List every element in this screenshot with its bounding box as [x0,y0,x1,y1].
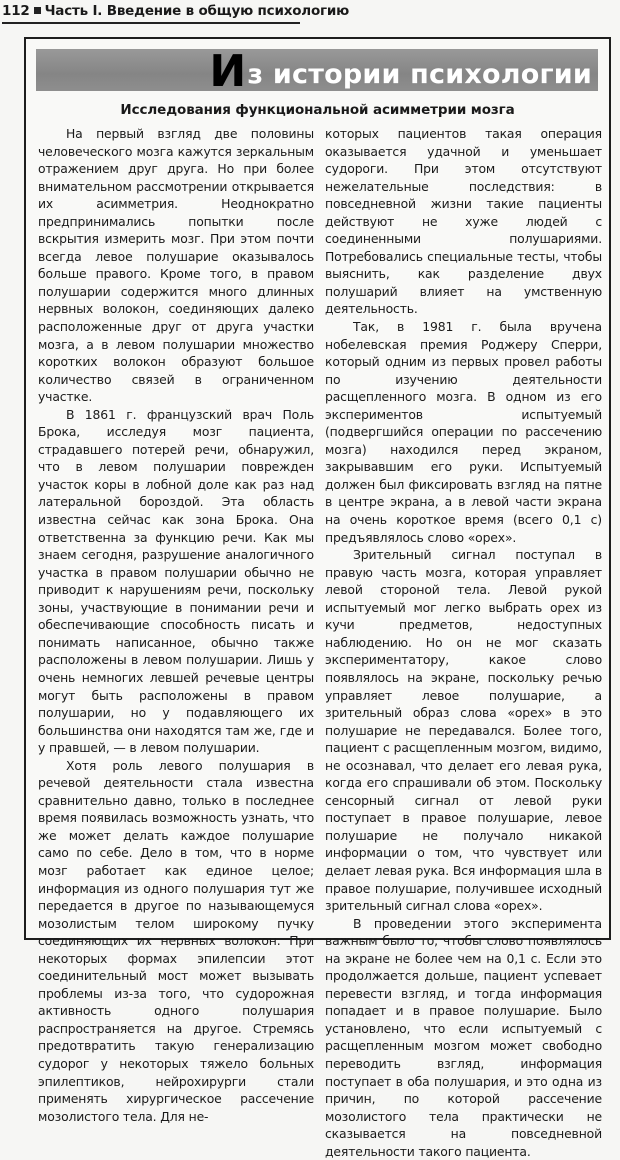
sidebar-box [24,37,611,1159]
right-column [325,125,602,1160]
paragraph: которых пациентов такая операция оказывается удачной и уменьшает судороги. При этом отсутствуют нежелательные последствия: в повседневной жизни такие пациенты действуют не хуже людей с соединенными полушариями. Потребовались специальные тесты, чтобы выяснить, как разделение двух полушарий влияет на умственную деятельность. [325,126,602,317]
paragraph: Зрительный сигнал поступал в правую часть мозга, которая управляет левой стороной тела. Левой рукой испытуемый мог легко выбрать орех из кучи предметов, недоступных наблюдению. Но он не мог сказать экспериментатору, какое слово появлялось на экране, поскольку речью управляет левое полушарие, а зрительный образ слова «орех» в это полушарие не передавался. Более того, пациент с расщепленным мозгом, видимо, не осознавал, что делает его левая рука, когда его спрашивали об этом. Поскольку сенсорный сигнал от левой руки поступает в правое полушарие, левое полушарие не получало никакой информации о том, что чувствует или делает левая рука. Вся информация шла в правое полушарие, получившее исходный зрительный сигнал слова «орех». [325,547,602,914]
section-title: Часть I. Введение в общую психологию [44,3,350,19]
banner-title [209,49,592,91]
banner-initial: И [209,49,247,91]
banner-text: з истории психологии [247,59,592,90]
page-number: 112 [2,3,30,19]
square-bullet-icon [34,7,41,14]
article-title: Исследования функциональной асимметрии мозга [120,102,515,118]
running-head [2,2,350,24]
paragraph: На первый взгляд две половины человеческого мозга кажутся зеркальным отражением друг друга. Но при более внимательном рассмотрении открывается их асимметрия. Неоднократно предпринимались попытки после вскрытия измерить мозг. При этом почти всегда левое полушарие оказывалось больше правого. Кроме того, в правом полушарии содержится много длинных нервных волокон, соединяющих далеко расположенные друг от друга участки мозга, а в левом полушарии множество коротких волокон образуют большое количество связей в ограниченном участке. [38,126,314,405]
section-banner [36,49,598,91]
paragraph: В 1861 г. французский врач Поль Брока, исследуя мозг пациента, страдавшего потерей речи, обнаружил, что в левом полушарии поврежден участок коры в лобной доле как раз над латеральной бороздой. Эта область известна сейчас как зона Брока. Она ответственна за функцию речи. Как мы знаем сегодня, разрушение аналогичного участка в правом полушарии обычно не приводит к нарушениям речи, поскольку зоны, участвующие в понимании речи и обеспечивающие способность писать и понимать написанное, обычно также расположены в левом полушарии. Лишь у очень немногих левшей речевые центры могут быть расположены в правом полушарии, но у подавляющего их большинства они находятся там же, где и у правшей, — в левом полушарии. [38,406,314,756]
paragraph: Так, в 1981 г. была вручена нобелевская премия Роджеру Сперри, который одним из первых провел работы по изучению деятельности расщепленного мозга. В одном из его экспериментов испытуемый (подвергшийся операции по рассечению мозга) находился перед экраном, закрывавшим его руки. Испытуемый должен был фиксировать взгляд на пятне в центре экрана, а в левой части экрана на очень короткое время (всего 0,1 с) предъявлялось слово «орех». [325,319,602,545]
left-column [38,125,314,1125]
paragraph: В проведении этого эксперимента важным было то, чтобы слово появлялось на экране не более чем на 0,1 с. Если это продолжается дольше, пациент успевает перевести взгляд, и тогда информация попадает и в правое полушарие. Было установлено, что если испытуемый с расщепленным мозгом может свободно переводить взгляд, информация поступает в оба полушария, и это одна из причин, по которой рассечение мозолистого тела практически не сказывается на повседневной деятельности такого пациента. [325,915,602,1159]
paragraph: Хотя роль левого полушария в речевой деятельности стала известна сравнительно давно, только в последнее время появилась возможность узнать, что же может делать каждое полушарие само по себе. Дело в том, что в норме мозг работает как единое целое; информация из одного полушария тут же передается в другое по называющемуся мозолистым телом широкому пучку соединяющих их нервных волокон. При некоторых формах эпилепсии этот соединительный мост может вызывать проблемы из-за того, что судорожная активность одного полушария распространяется на другое. Стремясь предотвратить такую генерализацию судорог у некоторых тяжело больных эпилептиков, нейрохирурги стали применять хирургическое рассечение мозолистого тела. Для не- [38,757,314,1124]
